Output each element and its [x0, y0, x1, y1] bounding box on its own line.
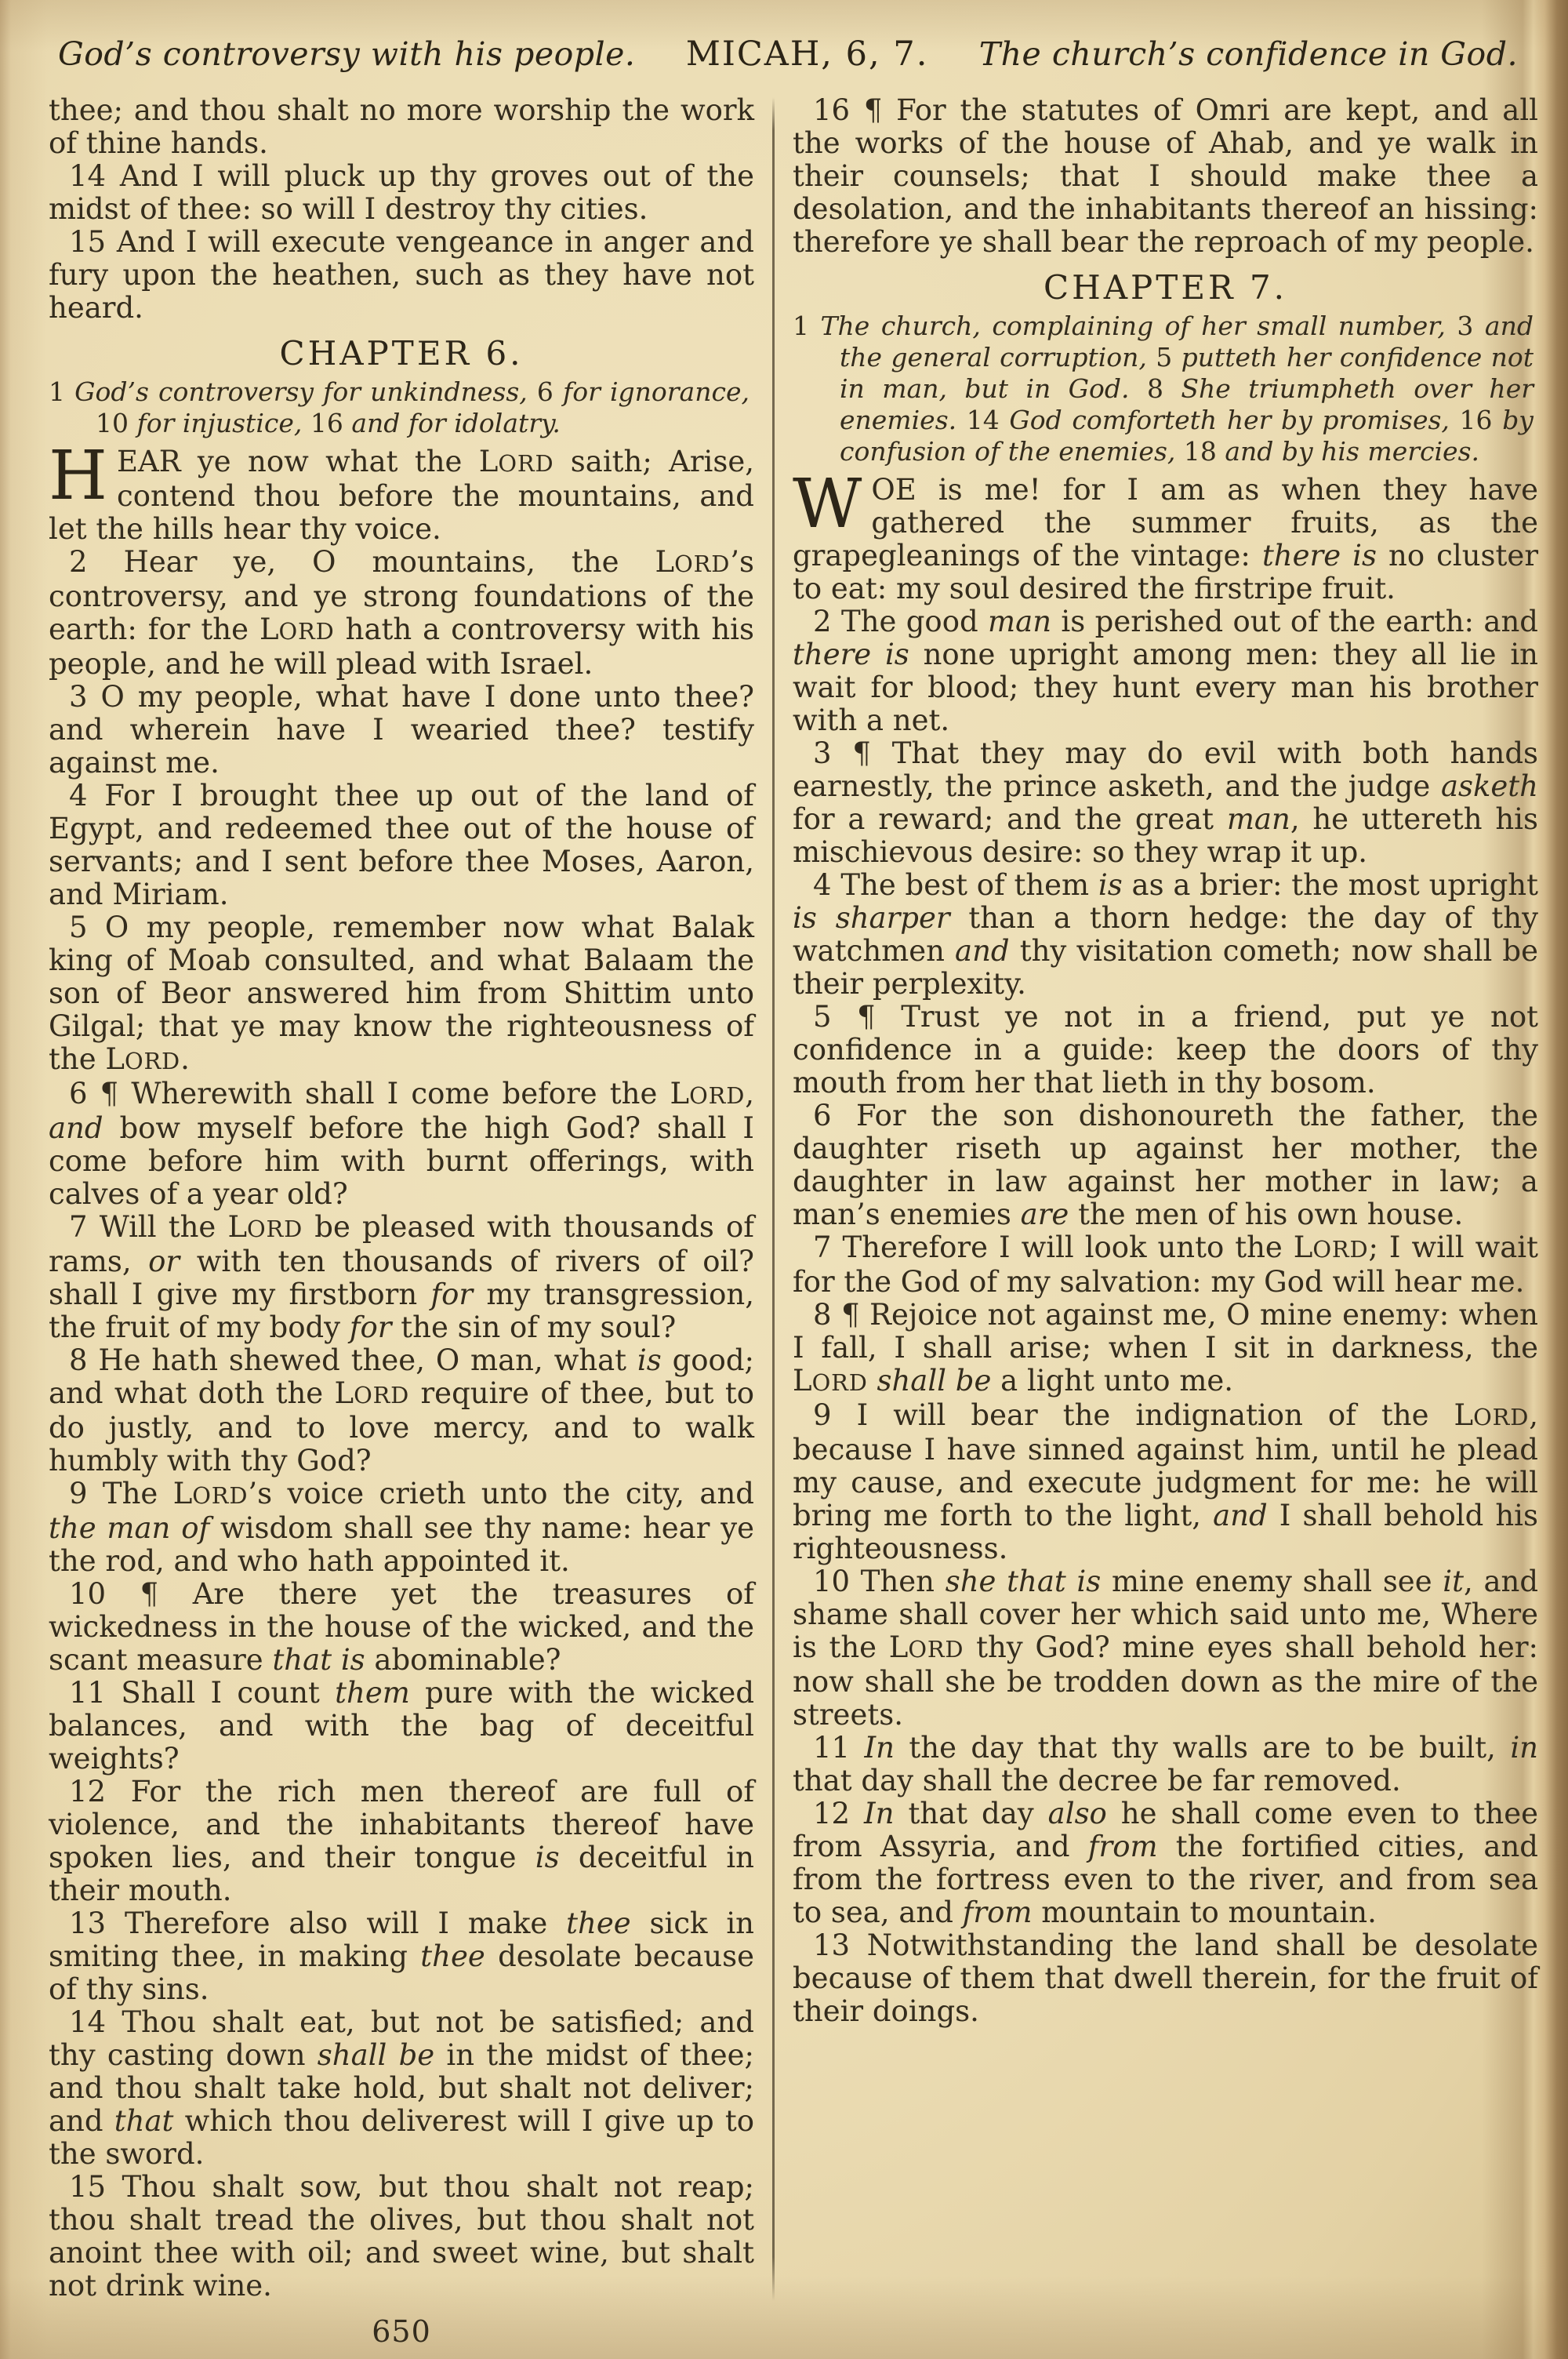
italic-text: from: [962, 1896, 1033, 1929]
verse: 14 Thou shalt eat, but not be satisfied; and thy casting down shall be in the midst of thee; and thou shalt take hold, but shalt not deliver; and that which thou deliverest will I give up to the sword.: [49, 2005, 755, 2171]
italic-text: and: [1213, 1499, 1268, 1532]
verse-number: 5: [69, 911, 105, 944]
italic-text: and: [955, 934, 1010, 968]
verse-number: 13: [813, 1928, 867, 1962]
verse: 2 The good man is perished out of the earth: and there is none upright among men: they all lie in wait for blood; they hunt every man his brother with a net.: [793, 605, 1538, 737]
verse-number: 8: [69, 1343, 99, 1377]
verse: 9 The LORD’s voice crieth unto the city, and the man of wisdom shall see thy name: hear ye the rod, and who hath appointed it.: [49, 1477, 754, 1578]
small-caps-text: ORD: [354, 1382, 410, 1408]
italic-text: in: [1510, 1731, 1538, 1765]
verse: 7 Will the LORD be pleased with thousands of rams, or with ten thousands of rivers of oil? shall I give my firstborn for my transgression, the fruit of my body for the sin of my soul?: [49, 1210, 754, 1344]
small-caps-text: ORD: [1312, 1236, 1369, 1263]
verse-number: 10: [813, 1565, 861, 1598]
verse-number: 4: [69, 779, 105, 812]
verse-number: 9: [813, 1398, 857, 1432]
verse-continuation: thee; and thou shalt no more worship the work of thine hands.: [49, 93, 754, 160]
italic-text: or: [148, 1245, 180, 1278]
running-head-book-reference: MICAH, 6, 7.: [685, 35, 929, 74]
verse: WOE is me! for I am as when they have gathered the summer fruits, as the grapegleanings of the vintage: there is no cluster to eat: my soul desired the firstripe fruit.: [793, 465, 1538, 605]
italic-text: by confusion of the enemies,: [840, 405, 1534, 467]
column-divider: [772, 97, 775, 2301]
running-head: [58, 35, 1518, 74]
verse-number: 6: [69, 1077, 100, 1110]
italic-text: for ignorance,: [563, 376, 750, 407]
running-head-right: The church’s confidence in God.: [978, 35, 1518, 73]
verse: 11 In the day that thy walls are to be built, in that day shall the decree be far removed.: [793, 1731, 1538, 1797]
italic-text: In: [864, 1731, 895, 1765]
italic-text: from: [1087, 1830, 1158, 1863]
verse: 7 Therefore I will look unto the LORD; I will wait for the God of my salvation: my God will hear me.: [793, 1230, 1538, 1299]
verse-number: 7: [813, 1230, 843, 1264]
italic-text: there is: [793, 638, 909, 671]
italic-text: also: [1047, 1797, 1107, 1830]
small-caps-text: ORD: [908, 1636, 964, 1663]
small-caps-text: ORD: [192, 1482, 249, 1509]
italic-text: The church, complaining of her small number,: [820, 311, 1446, 341]
verse: 9 I will bear the indignation of the LORD, because I have sinned against him, until he plead my cause, and execute judgment for me: he will bring me forth to the light, and I shall behold his righteousness.: [793, 1398, 1539, 1565]
verse: 2 Hear ye, O mountains, the LORD’s controversy, and ye strong foundations of the earth: for the LORD hath a controversy with his people, and he will plead with Israel.: [49, 545, 755, 681]
italic-text: In: [864, 1797, 895, 1830]
italic-text: thee: [420, 1939, 485, 1973]
verse: 6 ¶ Wherewith shall I come before the LORD, and bow myself before the high God? shall I come before him with burnt offerings, with calves of a year old?: [49, 1077, 754, 1211]
verse-number: 12: [69, 1775, 131, 1808]
verse-number: 11: [813, 1731, 865, 1765]
verse-number: 16: [813, 93, 864, 127]
verse-number: 15: [69, 225, 117, 259]
verse-number: 9: [69, 1477, 103, 1510]
italic-text: She triumpheth over her enemies.: [840, 373, 1534, 435]
italic-text: and by his mercies.: [1225, 436, 1479, 467]
verse: 14 And I will pluck up thy groves out of the midst of thee: so will I destroy thy cities.: [49, 159, 755, 226]
italic-text: that: [114, 2104, 174, 2138]
italic-text: for: [430, 1278, 474, 1311]
small-caps-text: ORD: [1473, 1404, 1530, 1430]
italic-text: it: [1443, 1565, 1464, 1598]
left-column: [49, 94, 754, 2348]
italic-text: God’s controversy for unkindness,: [74, 376, 528, 407]
small-caps-text: ORD: [247, 1216, 303, 1242]
italic-text: and the general corruption,: [840, 311, 1534, 373]
verse: 3 O my people, what have I done unto thee? and wherein have I wearied thee? testify against me.: [49, 680, 754, 780]
verse-number: 12: [813, 1797, 865, 1830]
verse-number: 2: [813, 605, 841, 638]
small-caps-text: ORD: [498, 450, 554, 477]
verse: 15 And I will execute vengeance in anger and fury upon the heathen, such as they have not heard.: [49, 225, 754, 325]
text-columns: [0, 94, 1568, 2348]
verse: 11 Shall I count them pure with the wicked balances, and with the bag of deceitful weights?: [49, 1676, 755, 1776]
italic-text: asketh: [1440, 769, 1538, 803]
small-caps-text: ORD: [811, 1369, 868, 1396]
verse: 10 Then she that is mine enemy shall see it, and shame shall cover her which said unto me, Where is the LORD thy God? mine eyes shall behold her: now shall she be trodden down as the mire of the streets.: [793, 1565, 1539, 1732]
verse-number: 8: [813, 1298, 842, 1332]
chapter-argument: 1 God’s controversy for unkindness, 6 for ignorance, 10 for injustice, 16 and for idolatry.: [49, 376, 750, 438]
small-caps-text: ORD: [674, 551, 731, 577]
verse-number: 10: [69, 1577, 140, 1611]
italic-text: putteth her confidence not in man, but in God.: [840, 342, 1534, 404]
verse-number: 3: [813, 736, 853, 770]
verse: 12 In that day also he shall come even to thee from Assyria, and from the fortified cities, and from the fortress even to the river, and from sea to sea, and from mountain to mountain.: [793, 1797, 1539, 1929]
italic-text: is: [535, 1841, 560, 1874]
verse-number: 14: [69, 159, 120, 193]
italic-text: there is: [1261, 539, 1377, 572]
verse: 5 O my people, remember now what Balak king of Moab consulted, and what Balaam the son of Beor answered him from Shittim unto Gilgal; that ye may know the righteousness of the LORD.: [49, 911, 754, 1076]
verse-number: 6: [813, 1099, 857, 1132]
small-caps-text: ORD: [689, 1082, 746, 1109]
italic-text: she that is: [945, 1565, 1102, 1598]
right-column: [793, 94, 1538, 2028]
italic-text: God comforteth her by promises,: [1009, 405, 1450, 435]
italic-text: are: [1020, 1198, 1069, 1231]
verse: 10 ¶ Are there yet the treasures of wickedness in the house of the wicked, and the scant measure that is abominable?: [49, 1577, 754, 1677]
italic-text: shall be: [317, 2038, 435, 2072]
verse-number: 7: [69, 1210, 100, 1244]
italic-text: for: [349, 1310, 392, 1344]
verse: 3 ¶ That they may do evil with both hands earnestly, the prince asketh, and the judge asketh for a reward; and the great man, he uttereth his mischievous desire: so they wrap it up.: [793, 736, 1538, 869]
italic-text: thee: [566, 1906, 631, 1940]
chapter-heading: CHAPTER 7.: [1043, 268, 1288, 307]
small-caps-text: ORD: [124, 1048, 181, 1074]
italic-text: the man of: [49, 1511, 210, 1545]
italic-text: man: [988, 605, 1052, 638]
italic-text: for injustice,: [136, 408, 303, 438]
verse-number: 5: [813, 1000, 858, 1034]
italic-text: them: [335, 1676, 410, 1710]
verse: 8 He hath shewed thee, O man, what is good; and what doth the LORD require of thee, but to do justly, and to love mercy, and to walk humbly with thy God?: [49, 1343, 754, 1478]
verse: 5 ¶ Trust ye not in a friend, put ye not confidence in a guide: keep the doors of thy mouth from her that lieth in thy bosom.: [793, 1000, 1538, 1100]
italic-text: and for idolatry.: [351, 408, 561, 438]
italic-text: is: [637, 1343, 662, 1377]
small-caps-text: ORD: [278, 618, 335, 645]
verse-number: 15: [69, 2170, 122, 2204]
verse-number: 11: [69, 1676, 122, 1710]
verse: 15 Thou shalt sow, but thou shalt not reap; thou shalt tread the olives, but thou shalt not anoint thee with oil; and sweet wine, but shalt not drink wine.: [49, 2170, 755, 2303]
italic-text: and: [49, 1111, 103, 1145]
verse-number: 13: [69, 1906, 125, 1940]
running-head-left: God’s controversy with his people.: [58, 35, 636, 73]
verse: 12 For the rich men thereof are full of violence, and the inhabitants thereof have spoken lies, and their tongue is deceitful in their mouth.: [49, 1775, 755, 1907]
verse-number: 4: [813, 868, 841, 902]
verse: HEAR ye now what the LORD saith; Arise, contend thou before the mountains, and let the hills hear thy voice.: [49, 437, 755, 546]
page-number: 650: [372, 2314, 431, 2349]
verse: 13 Therefore also will I make thee sick in smiting thee, in making thee desolate because of thy sins.: [49, 1906, 754, 2006]
italic-text: is: [1098, 868, 1123, 902]
verse: 8 ¶ Rejoice not against me, O mine enemy: when I fall, I shall arise; when I sit in darkness, the LORD shall be a light unto me.: [793, 1298, 1538, 1398]
verse: 13 Notwithstanding the land shall be desolate because of them that dwell therein, for the fruit of their doings.: [793, 1928, 1539, 2028]
verse-number: 2: [69, 545, 124, 579]
chapter-argument: 1 The church, complaining of her small number, 3 and the general corruption, 5 putteth her confidence not in man, but in God. 8 She triumpheth over her enemies. 14 God comforteth her by promises, 16 by confusion of the enemies, 18 and by his mercies.: [793, 311, 1534, 467]
chapter-heading: CHAPTER 6.: [279, 334, 524, 373]
verse: 4 The best of them is as a brier: the most upright is sharper than a thorn hedge: the day of thy watchmen and thy visitation cometh; now shall be their perplexity.: [793, 868, 1539, 1001]
italic-text: is sharper: [793, 901, 950, 935]
drop-cap: W: [793, 465, 862, 543]
verse: 16 ¶ For the statutes of Omri are kept, and all the works of the house of Ahab, and ye walk in their counsels; that I should make thee a desolation, and the inhabitants thereof an hissing: therefore ye shall bear the reproach of my people.: [793, 93, 1539, 259]
italic-text: shall be: [877, 1364, 992, 1398]
verse-number: 14: [69, 2005, 122, 2039]
italic-text: man: [1226, 802, 1290, 836]
drop-cap: H: [49, 437, 107, 515]
verse-number: 3: [69, 680, 101, 714]
verse: 6 For the son dishonoureth the father, the daughter riseth up against her mother, the daughter in law against her mother in law; a man’s enemies are the men of his own house.: [793, 1099, 1538, 1231]
italic-text: that is: [272, 1643, 365, 1677]
verse: 4 For I brought thee up out of the land of Egypt, and redeemed thee out of the house of servants; and I sent before thee Moses, Aaron, and Miriam.: [49, 779, 754, 911]
